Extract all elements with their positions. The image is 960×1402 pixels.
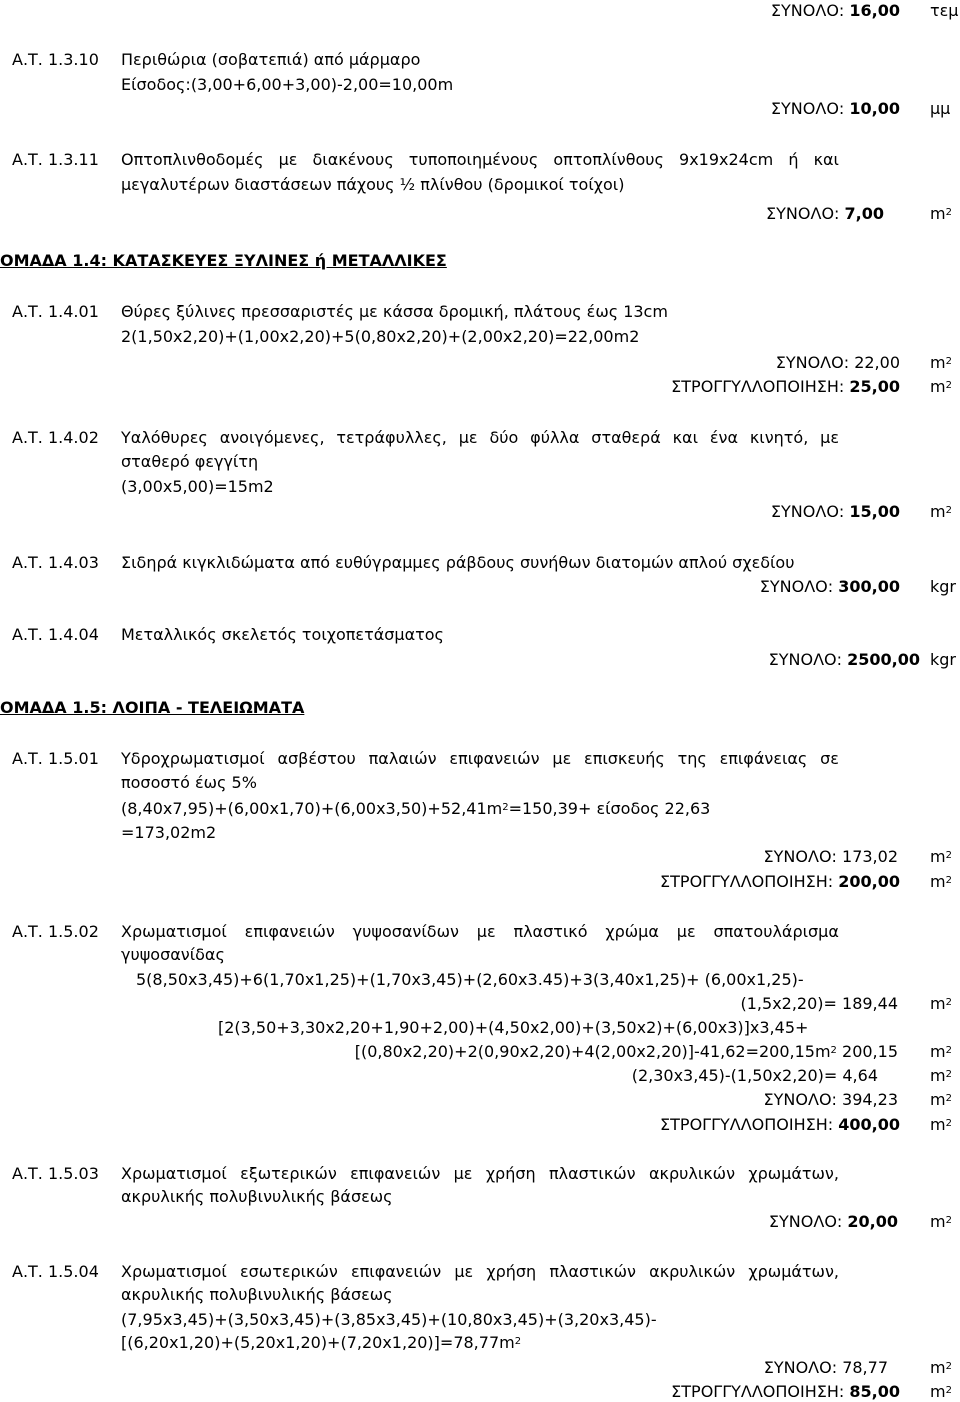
item-description: σταθερό φεγγίτη <box>121 452 259 471</box>
total-line: ΣΥΝΟΛΟ: 7,00 <box>766 204 884 223</box>
total-line: ΣΥΝΟΛΟ: 173,02 <box>763 847 898 866</box>
item-description: Υδροχρωματισμοί ασβέστου παλαιών επιφανειών με επισκευής της επιφάνειας σε <box>121 749 839 768</box>
total-line: ΣΥΝΟΛΟ: 394,23 <box>763 1090 898 1109</box>
unit: μμ <box>930 99 951 118</box>
item-code: Α.Τ. 1.3.11 <box>12 150 99 169</box>
total-line: ΣΥΝΟΛΟ: 300,00 <box>759 577 900 596</box>
unit: $m^2$ <box>930 502 952 521</box>
unit: $m^2$ <box>930 1212 952 1231</box>
item-code: Α.Τ. 1.4.02 <box>12 428 99 447</box>
unit: $m^2$ <box>930 1358 952 1377</box>
item-calculation: =173,02m2 <box>121 823 217 842</box>
item-description: ποσοστό έως 5% <box>121 773 257 792</box>
item-description: Χρωματισμοί επιφανειών γυψοσανίδων με πλαστικό χρώμα με σπατουλάρισμα <box>121 922 839 941</box>
item-description: Οπτοπλινθοδομές με διακένους τυποποιημένους οπτοπλίνθους 9x19x24cm ή και <box>121 150 839 169</box>
unit: $m^2$ <box>930 377 952 396</box>
unit: $m^2$ <box>930 994 952 1013</box>
unit: kgr <box>930 650 956 669</box>
item-description: μεγαλυτέρων διαστάσεων πάχους ½ πλίνθου (δρομικοί τοίχοι) <box>121 175 625 194</box>
total-line: ΣΥΝΟΛΟ: 20,00 <box>768 1212 898 1231</box>
item-calculation: $[(6,20x1,20)+(5,20x1,20)+(7,20x1,20)]=78,77m^2$ <box>121 1333 522 1352</box>
rounding-line: ΣΤΡΟΓΓΥΛΛΟΠΟΙΗΣΗ: 200,00 <box>660 872 900 891</box>
group-heading: ΟΜΑΔΑ 1.4: ΚΑΤΑΣΚΕΥΕΣ ΞΥΛΙΝΕΣ ή ΜΕΤΑΛΛΙΚΕΣ <box>0 251 447 270</box>
total-line: ΣΥΝΟΛΟ: 10,00 <box>770 99 900 118</box>
item-code: Α.Τ. 1.4.01 <box>12 302 99 321</box>
total-line: ΣΥΝΟΛΟ: 78,77 <box>763 1358 888 1377</box>
item-calculation: 5(8,50x3,45)+6(1,70x1,25)+(1,70x3,45)+(2,60x3.45)+3(3,40x1,25)+ (6,00x1,25)- <box>136 970 804 989</box>
item-code: Α.Τ. 1.5.02 <box>12 922 99 941</box>
unit: $m^2$ <box>930 1042 952 1061</box>
item-calculation: [2(3,50+3,30x2,20+1,90+2,00)+(4,50x2,00)+(3,50x2)+(6,00x3)]x3,45+ <box>218 1018 809 1037</box>
group-heading: ΟΜΑΔΑ 1.5: ΛΟΙΠΑ - ΤΕΛΕΙΩΜΑΤΑ <box>0 698 305 717</box>
item-calculation: (3,00x5,00)=15m2 <box>121 477 274 496</box>
unit: $m^2$ <box>930 1066 952 1085</box>
unit: τεμ <box>930 1 959 20</box>
item-description: Μεταλλικός σκελετός τοιχοπετάσματος <box>121 625 444 644</box>
item-description: Θύρες ξύλινες πρεσσαριστές με κάσσα δρομική, πλάτους έως 13cm <box>121 302 668 321</box>
rounding-line: ΣΤΡΟΓΓΥΛΛΟΠΟΙΗΣΗ: 25,00 <box>671 377 900 396</box>
item-code: Α.Τ. 1.4.04 <box>12 625 99 644</box>
item-calculation: (2,30x3,45)-(1,50x2,20)= 4,64 <box>631 1066 878 1085</box>
total-line: ΣΥΝΟΛΟ: 15,00 <box>770 502 900 521</box>
item-calculation: 2(1,50x2,20)+(1,00x2,20)+5(0,80x2,20)+(2,00x2,20)=22,00m2 <box>121 327 640 346</box>
item-description: Χρωματισμοί εσωτερικών επιφανειών με χρήση πλαστικών ακρυλικών χρωμάτων, <box>121 1262 839 1281</box>
rounding-line: ΣΤΡΟΓΓΥΛΛΟΠΟΙΗΣΗ: 85,00 <box>671 1382 900 1401</box>
item-description: Περιθώρια (σοβατεπιά) από μάρμαρο <box>121 50 421 69</box>
unit: $m^2$ <box>930 1090 952 1109</box>
unit: $m^2$ <box>930 1382 952 1401</box>
unit: $m^2$ <box>930 353 952 372</box>
unit: $m^2$ <box>930 1115 952 1134</box>
item-calculation: (7,95x3,45)+(3,50x3,45)+(3,85x3,45)+(10,80x3,45)+(3,20x3,45)- <box>121 1310 657 1329</box>
item-description: Σιδηρά κιγκλιδώματα από ευθύγραμμες ράβδους συνήθων διατομών απλού σχεδίου <box>121 553 795 572</box>
unit: $m^2$ <box>930 204 952 223</box>
item-calculation: $[(0,80x2,20)+2(0,90x2,20)+4(2,00x2,20)]-41,62=200,15m^2$ 200,15 <box>354 1042 898 1061</box>
unit: $m^2$ <box>930 872 952 891</box>
total-line: ΣΥΝΟΛΟ: 22,00 <box>775 353 900 372</box>
item-calculation: Είσοδος:(3,00+6,00+3,00)-2,00=10,00m <box>121 75 454 94</box>
item-code: Α.Τ. 1.5.03 <box>12 1164 99 1183</box>
total-line: ΣΥΝΟΛΟ: 2500,00 <box>768 650 920 669</box>
item-code: Α.Τ. 1.5.04 <box>12 1262 99 1281</box>
item-description: ακρυλικής πολυβινυλικής βάσεως <box>121 1187 393 1206</box>
unit: kgr <box>930 577 956 596</box>
item-description: Υαλόθυρες ανοιγόμενες, τετράφυλλες, με δύο φύλλα σταθερά και ένα κινητό, με <box>121 428 839 447</box>
item-code: Α.Τ. 1.4.03 <box>12 553 99 572</box>
unit: $m^2$ <box>930 847 952 866</box>
item-calculation: (1,5x2,20)= 189,44 <box>740 994 898 1013</box>
total-line: ΣΥΝΟΛΟ: 16,00 <box>770 1 900 20</box>
item-calculation: $(8,40x7,95)+(6,00x1,70)+(6,00x3,50)+52,41m^2=150,39+ \varepsilon ί\sigma o\delta o\varsigma$ 22,63 <box>121 799 711 818</box>
item-code: Α.Τ. 1.3.10 <box>12 50 99 69</box>
item-description: ακρυλικής πολυβινυλικής βάσεως <box>121 1285 393 1304</box>
item-description: γυψοσανίδας <box>121 945 225 964</box>
rounding-line: ΣΤΡΟΓΓΥΛΛΟΠΟΙΗΣΗ: 400,00 <box>660 1115 900 1134</box>
item-description: Χρωματισμοί εξωτερικών επιφανειών με χρήση πλαστικών ακρυλικών χρωμάτων, <box>121 1164 839 1183</box>
item-code: Α.Τ. 1.5.01 <box>12 749 99 768</box>
